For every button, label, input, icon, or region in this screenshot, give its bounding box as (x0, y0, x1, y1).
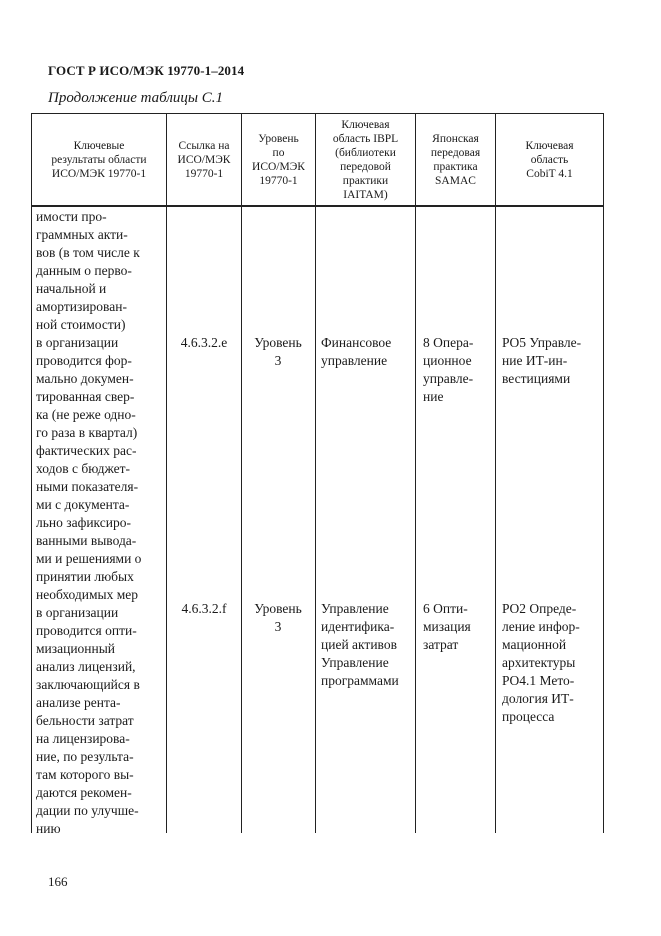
results-text-line: льно зафиксиро- (36, 515, 131, 530)
column-divider (415, 113, 416, 833)
results-text-line: мизационный (36, 641, 116, 656)
column-header-results (32, 114, 166, 205)
results-text-line: даются рекомен- (36, 785, 132, 800)
results-text-line: анализ лицензий, (36, 659, 136, 674)
document-header: ГОСТ Р ИСО/МЭК 19770-1–2014 (48, 63, 245, 78)
results-text-line: дации по улучше- (36, 803, 139, 818)
cobit-line: ние ИТ-ин- (502, 353, 568, 368)
results-text-line: амортизирован- (36, 299, 127, 314)
column-header-line: ИСО/МЭК 19770-1 (51, 167, 147, 180)
column-header-reference (167, 114, 241, 205)
results-text-line: мально докумен- (36, 371, 134, 386)
row-level (245, 600, 311, 636)
column-header-line: Ссылка на (178, 139, 230, 152)
column-header-line: Уровень (258, 132, 299, 145)
column-header-line: 19770-1 (184, 167, 224, 180)
row-ibpl-area (321, 600, 416, 690)
samac-line: ние (423, 389, 444, 404)
column-header-level (242, 114, 315, 205)
column-divider (495, 113, 496, 833)
samac-line: мизация (423, 619, 471, 634)
results-text-line: принятии любых (36, 569, 134, 584)
results-text-line: на лицензирова- (36, 731, 130, 746)
column-header-line: практики (342, 174, 389, 187)
column-header-line: ИСО/МЭК (252, 160, 305, 173)
level-line: 3 (274, 619, 282, 634)
reference-value: 4.6.3.2.e (180, 335, 228, 350)
level-line: Уровень (254, 335, 302, 350)
ibpl-line: Управление (321, 655, 389, 670)
column-header-line: передовой (340, 160, 391, 173)
results-text-line: бельности затрат (36, 713, 134, 728)
results-text-line: ние, по результа- (36, 749, 134, 764)
column-header-text (431, 132, 480, 188)
row-level (245, 334, 311, 370)
results-text-line: там которого вы- (36, 767, 134, 782)
results-text-line: проводится фор- (36, 353, 132, 368)
samac-line: затрат (423, 637, 459, 652)
ibpl-line: идентифика- (321, 619, 395, 634)
ibpl-line: цией активов (321, 637, 397, 652)
results-text-line: ными показателя- (36, 479, 139, 494)
cobit-line: мационной (502, 637, 567, 652)
cobit-line: ление инфор- (502, 619, 580, 634)
results-text-line: граммных акти- (36, 227, 128, 242)
results-text-line: ка (не реже одно- (36, 407, 136, 422)
column-header-line: CobiT 4.1 (526, 167, 573, 180)
table-header-rule (31, 205, 604, 207)
results-text-line: анализе рента- (36, 695, 121, 710)
cobit-line: PO5 Управле- (502, 335, 582, 350)
row-cobit-area (502, 334, 602, 388)
ibpl-line: программами (321, 673, 399, 688)
column-header-line: IAITAM) (343, 188, 388, 201)
cobit-line: PO4.1 Мето- (502, 673, 575, 688)
results-text-line: имости про- (36, 209, 107, 224)
cobit-line: процесса (502, 709, 555, 724)
results-text-line: данным о перво- (36, 263, 132, 278)
page-number: 166 (48, 874, 68, 889)
column-header-line: результаты области (51, 153, 147, 166)
results-text-line: ми и решениями о (36, 551, 142, 566)
row-reference (169, 334, 239, 352)
results-text-line: начальной и (36, 281, 107, 296)
cobit-line: PO2 Опреде- (502, 601, 577, 616)
cobit-line: дология ИТ- (502, 691, 574, 706)
results-text-line: необходимых мер (36, 587, 139, 602)
samac-line: 8 Опера- (423, 335, 474, 350)
column-header-line: передовая (430, 146, 481, 159)
column-divider (241, 113, 242, 833)
column-header-text (525, 139, 573, 181)
column-divider (166, 113, 167, 833)
table-border-right (603, 113, 604, 833)
column-header-line: область (530, 153, 569, 166)
level-line: 3 (274, 353, 282, 368)
column-header-line: Ключевые (73, 139, 125, 152)
ibpl-line: Управление (321, 601, 389, 616)
ibpl-line: Финансовое (321, 335, 392, 350)
table-border-left (31, 113, 32, 833)
results-text-line: ходов с бюджет- (36, 461, 131, 476)
column-header-line: Ключевая (525, 139, 574, 152)
column-header-text (178, 139, 231, 181)
ibpl-line: управление (321, 353, 388, 368)
cobit-line: архитектуры (502, 655, 576, 670)
column-header-line: SAMAC (435, 174, 476, 187)
column-header-text (333, 118, 398, 202)
column-header-line: Ключевая (341, 118, 390, 131)
results-text-line: го раза в квартал) (36, 425, 138, 440)
row-ibpl-area (321, 334, 416, 370)
results-text-line: фактических рас- (36, 443, 137, 458)
samac-line: ционное (423, 353, 472, 368)
column-header-ibpl (316, 114, 415, 205)
row-cobit-area (502, 600, 602, 726)
results-text-line: вов (в том числе к (36, 245, 140, 260)
row-samac-practice (423, 334, 498, 406)
results-text-column (36, 208, 166, 838)
results-text-line: проводится опти- (36, 623, 137, 638)
column-header-text (51, 139, 146, 181)
column-header-line: по (272, 146, 285, 159)
column-header-cobit (496, 114, 603, 205)
column-header-line: область IBPL (332, 132, 399, 145)
table-caption: Продолжение таблицы С.1 (48, 90, 224, 106)
reference-value: 4.6.3.2.f (181, 601, 227, 616)
column-header-text (252, 132, 305, 188)
column-header-samac (416, 114, 495, 205)
samac-line: управле- (423, 371, 474, 386)
samac-line: 6 Опти- (423, 601, 468, 616)
row-samac-practice (423, 600, 498, 654)
results-text-line: нию (36, 821, 61, 836)
results-text-line: тированная свер- (36, 389, 135, 404)
column-header-line: практика (433, 160, 478, 173)
column-header-line: 19770-1 (259, 174, 298, 187)
column-header-line: (библиотеки (335, 146, 396, 159)
results-text-line: ванными вывода- (36, 533, 137, 548)
results-text-line: в организации (36, 605, 119, 620)
table (31, 113, 604, 836)
results-text-line: в организации (36, 335, 119, 350)
row-reference (169, 600, 239, 618)
cobit-line: вестициями (502, 371, 571, 386)
column-divider (315, 113, 316, 833)
column-header-line: Японская (432, 132, 479, 145)
results-text-line: заключающийся в (36, 677, 140, 692)
results-text-line: ми с документа- (36, 497, 130, 512)
column-header-line: ИСО/МЭК (177, 153, 231, 166)
results-text-line: ной стоимости) (36, 317, 126, 332)
level-line: Уровень (254, 601, 302, 616)
